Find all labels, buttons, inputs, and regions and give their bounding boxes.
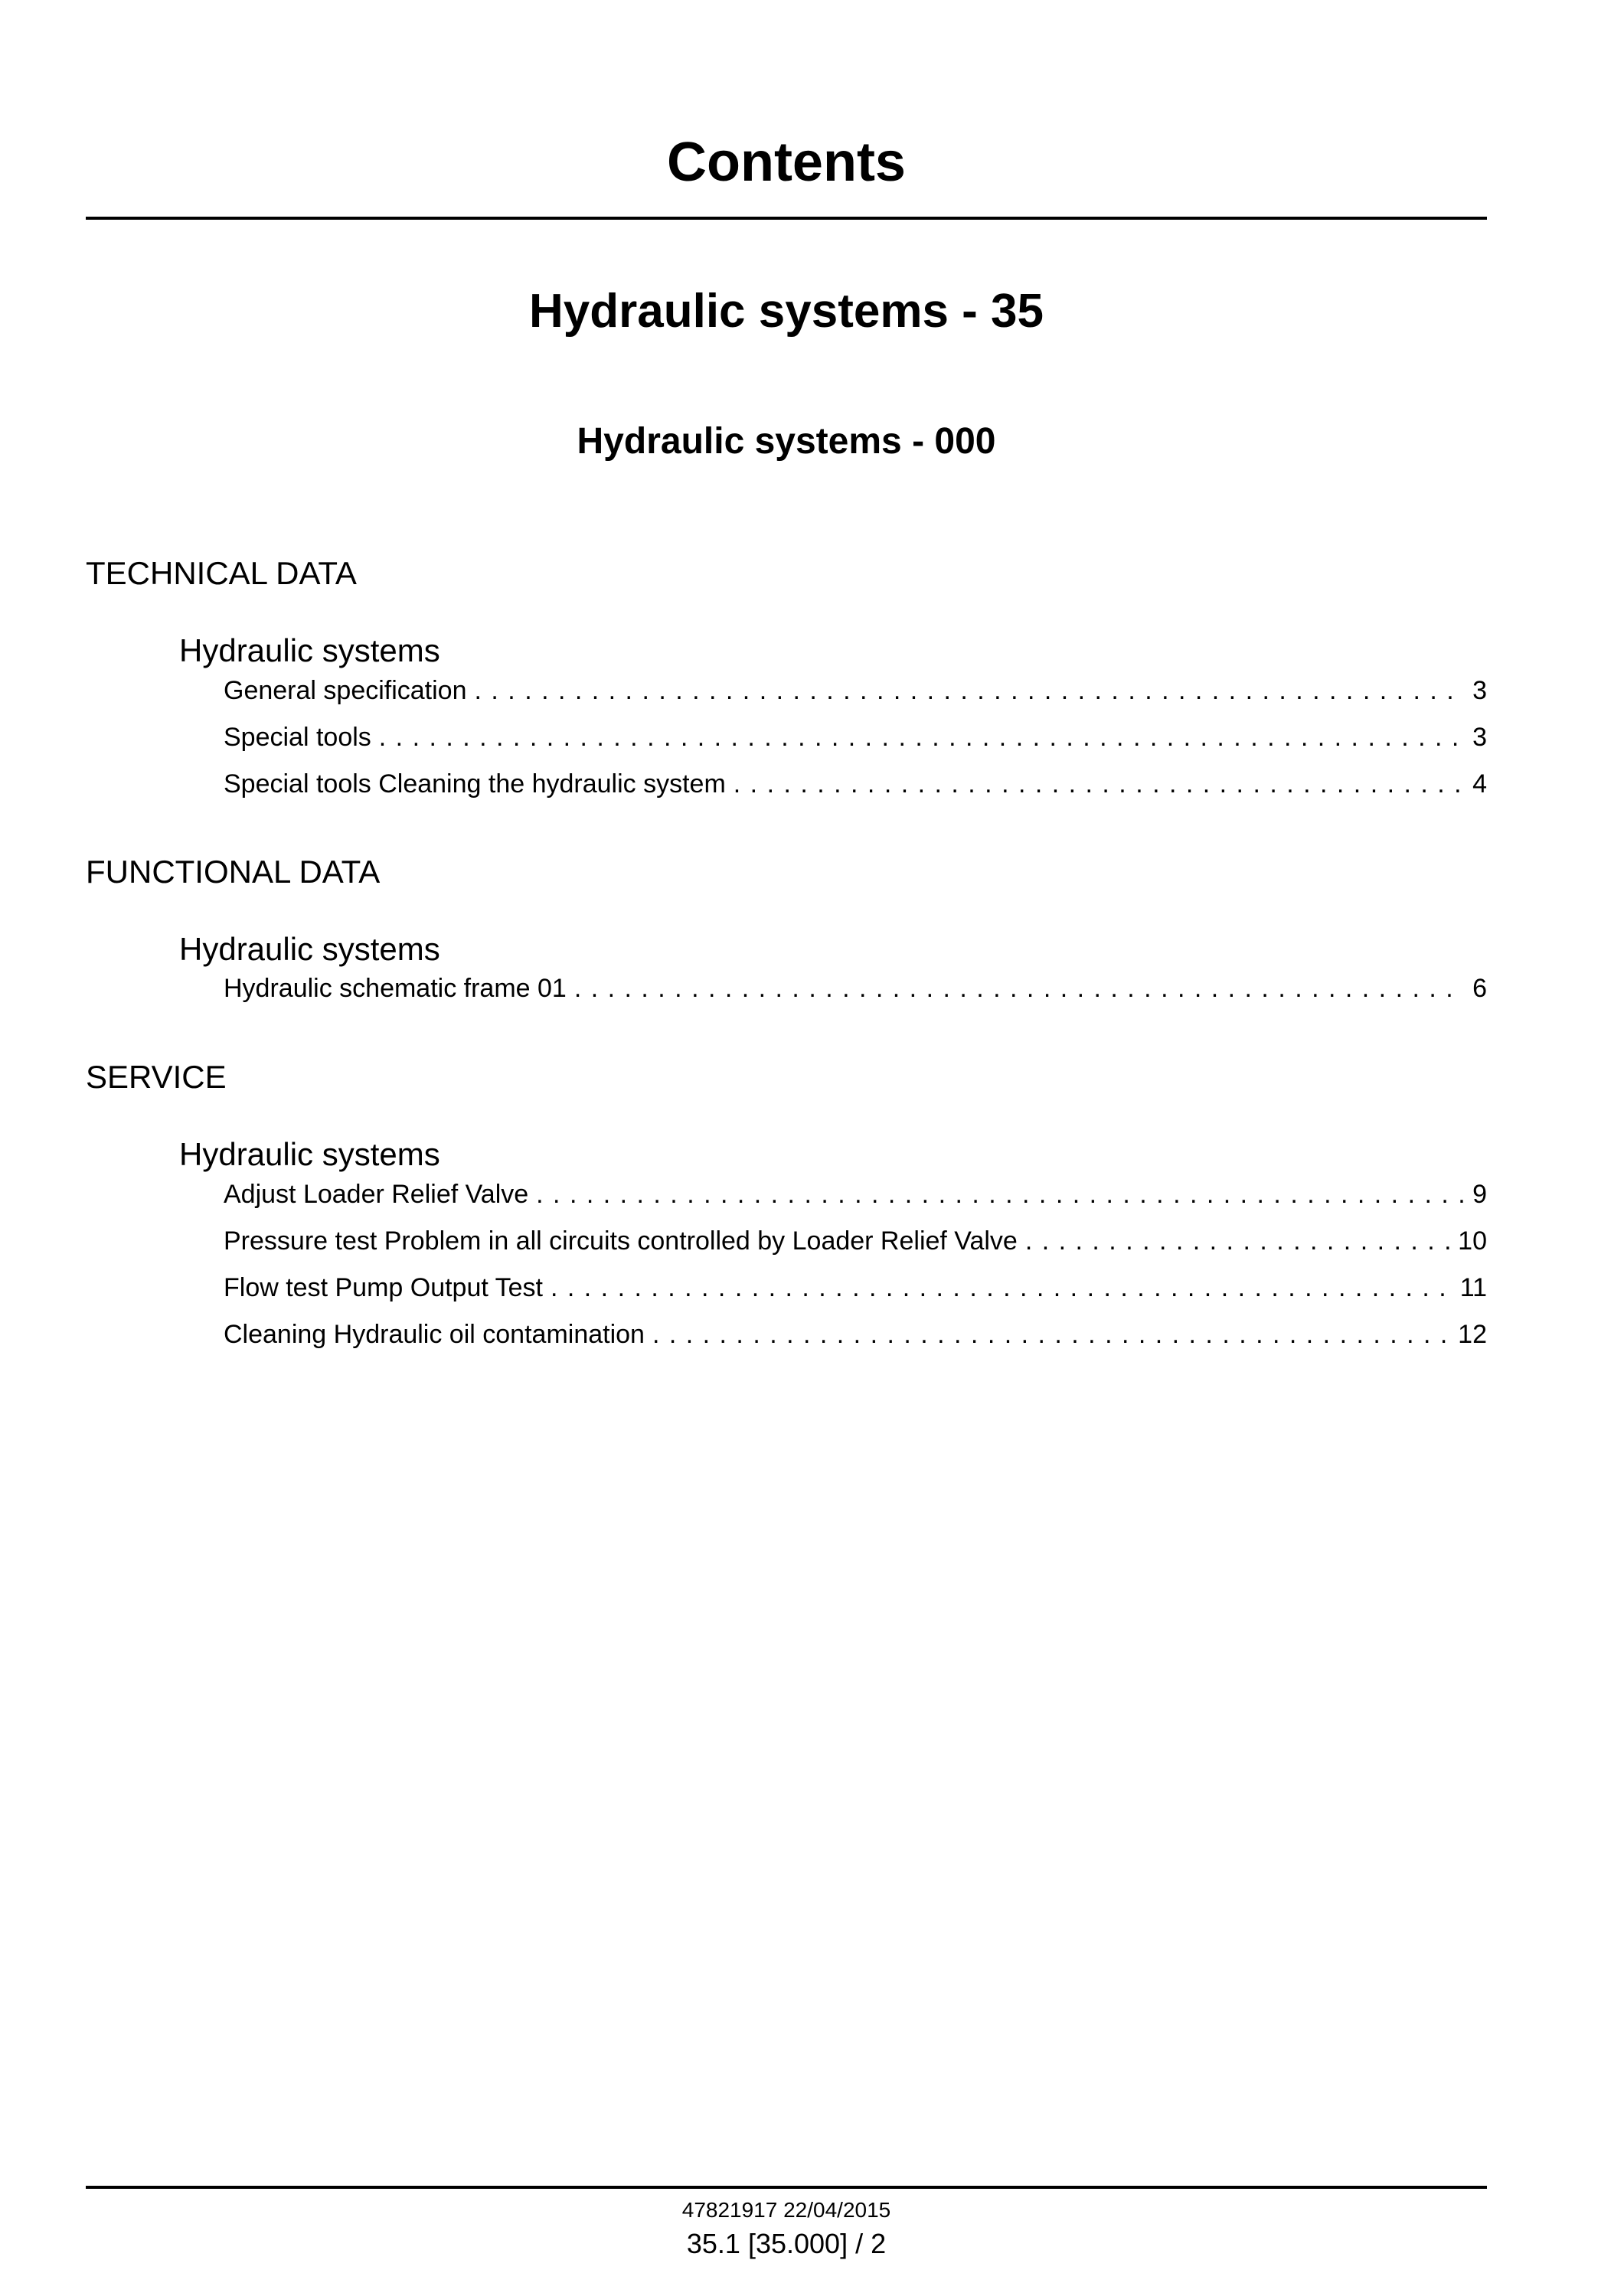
- dot-leader: [379, 724, 1465, 750]
- toc-entry-label: Pressure test Problem in all circuits controlled by Loader Relief Valve: [224, 1226, 1018, 1256]
- subgroup-title: Hydraulic systems: [179, 632, 440, 668]
- toc-entry[interactable]: [224, 1181, 1487, 1207]
- footer-divider: [86, 2186, 1487, 2189]
- dot-leader: [536, 1181, 1465, 1207]
- page-title: Contents: [667, 132, 906, 193]
- section-title: Hydraulic systems - 000: [577, 421, 996, 462]
- toc-entry-label: Special tools: [224, 723, 371, 752]
- toc-entry[interactable]: [224, 678, 1487, 704]
- footer-document-code: 47821917 22/04/2015: [681, 2198, 891, 2222]
- toc-entry-label: Flow test Pump Output Test: [224, 1273, 543, 1302]
- toc-entry-label: Special tools Cleaning the hydraulic system: [224, 769, 726, 799]
- toc-entry-label: Cleaning Hydraulic oil contamination: [224, 1320, 645, 1349]
- toc-entry-label: Adjust Loader Relief Valve: [224, 1180, 529, 1209]
- toc-entry-page: 6: [1472, 974, 1487, 1003]
- toc-entry-page: 11: [1459, 1273, 1487, 1302]
- group-title-technical-data: TECHNICAL DATA: [86, 555, 357, 591]
- toc-entry-label: General specification: [224, 676, 467, 705]
- header-divider: [86, 217, 1487, 220]
- toc-entry-page: 10: [1458, 1226, 1487, 1256]
- toc-entry-page: 12: [1458, 1320, 1487, 1349]
- toc-entry-page: 3: [1472, 676, 1487, 705]
- toc-entry[interactable]: [224, 771, 1487, 797]
- dot-leader: [551, 1275, 1452, 1301]
- toc-entry[interactable]: [224, 1228, 1487, 1254]
- dot-leader: [734, 771, 1465, 797]
- chapter-title: Hydraulic systems - 35: [528, 285, 1044, 338]
- group-title-functional-data: FUNCTIONAL DATA: [86, 854, 381, 890]
- toc-entry-page: 3: [1472, 723, 1487, 752]
- toc-entry[interactable]: [224, 1275, 1487, 1301]
- dot-leader: [652, 1321, 1450, 1347]
- toc-entry[interactable]: [224, 975, 1487, 1001]
- dot-leader: [1025, 1228, 1450, 1254]
- dot-leader: [574, 975, 1465, 1001]
- group-title-service: SERVICE: [86, 1059, 227, 1095]
- toc-entry-page: 4: [1472, 769, 1487, 799]
- toc-entry[interactable]: [224, 724, 1487, 750]
- subgroup-title: Hydraulic systems: [179, 931, 440, 967]
- toc-entry-page: 9: [1472, 1180, 1487, 1209]
- footer-page-reference: 35.1 [35.000] / 2: [686, 2228, 887, 2259]
- dot-leader: [475, 678, 1466, 704]
- toc-entry-label: Hydraulic schematic frame 01: [224, 974, 567, 1003]
- toc-entry[interactable]: [224, 1321, 1487, 1347]
- subgroup-title: Hydraulic systems: [179, 1136, 440, 1172]
